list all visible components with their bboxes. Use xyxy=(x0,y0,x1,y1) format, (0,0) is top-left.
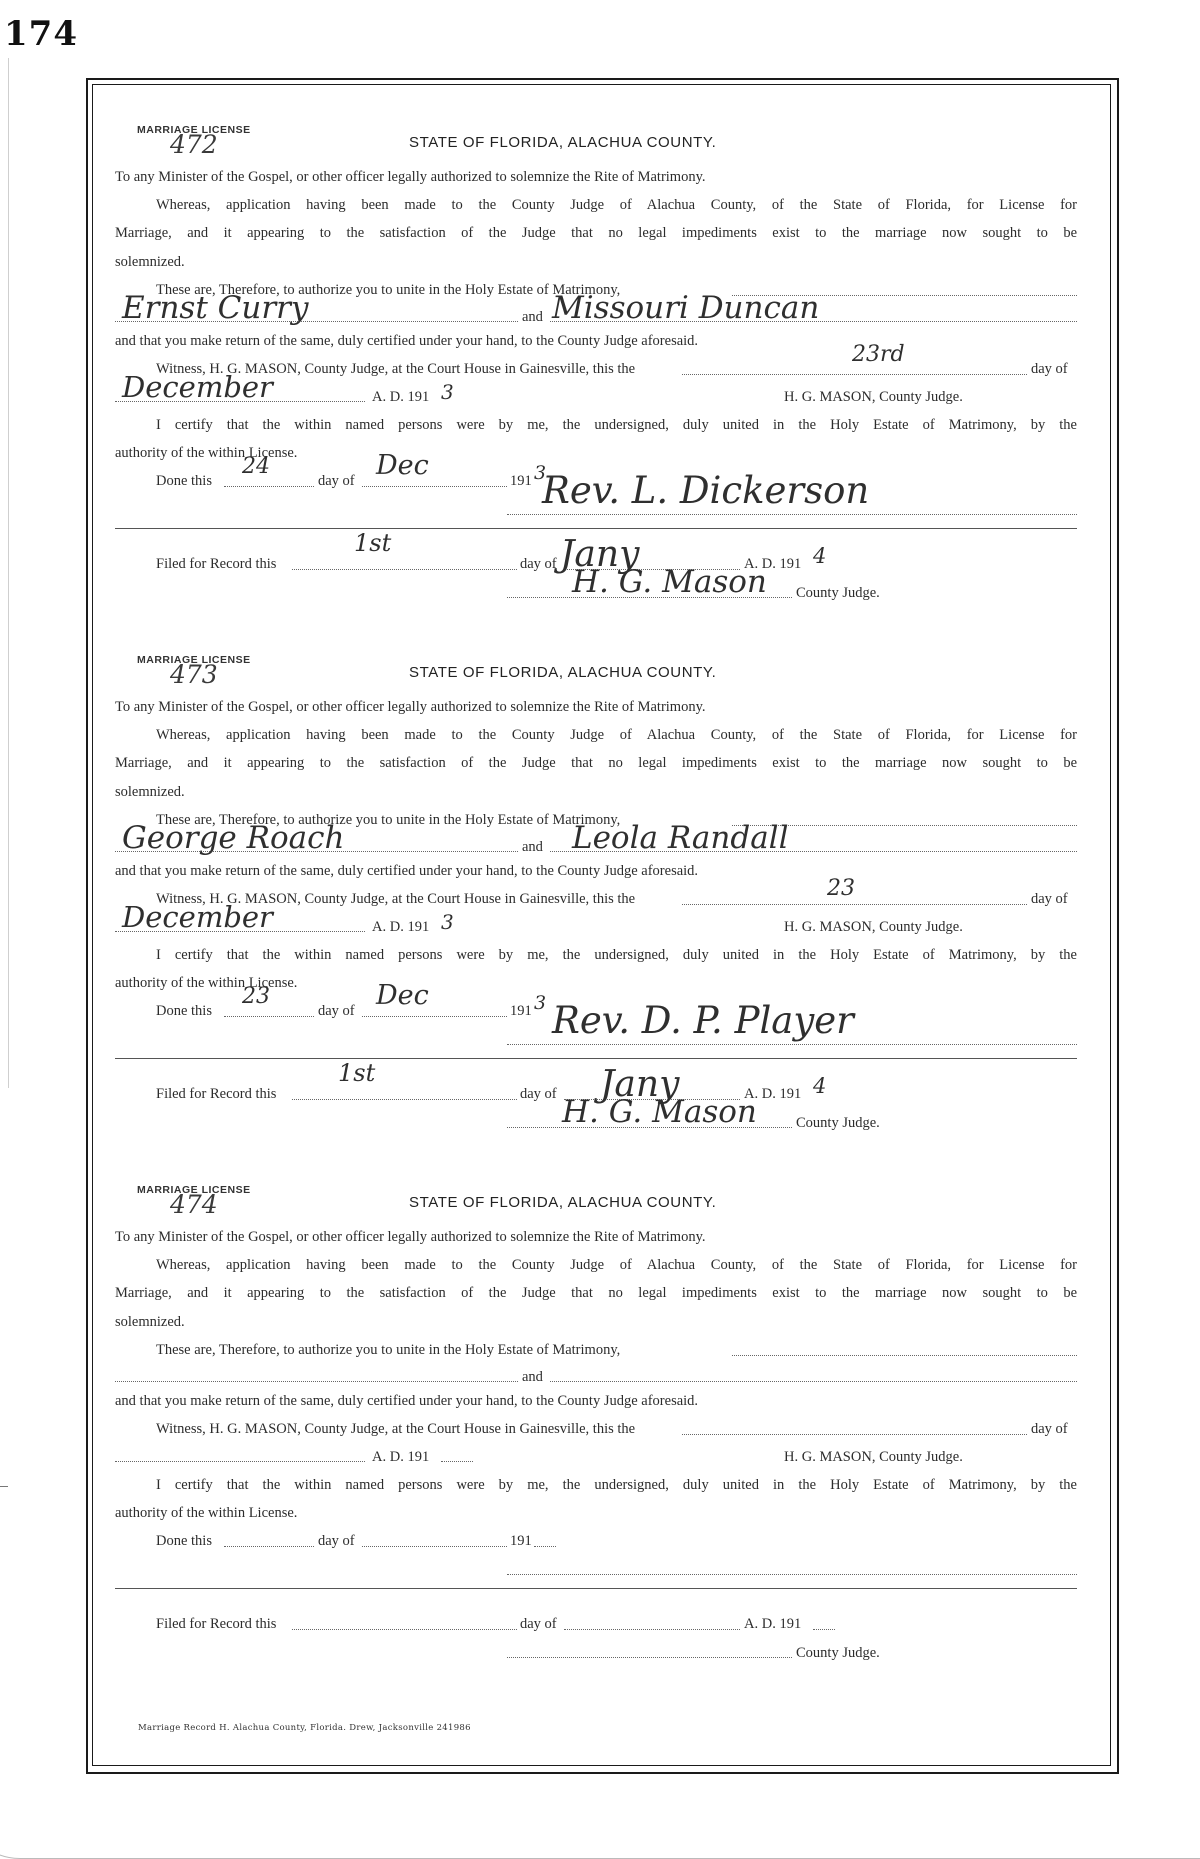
section-rule xyxy=(115,1058,1077,1059)
judge-name-text: H. G. MASON, County Judge. xyxy=(784,1449,963,1465)
witness-day-blank xyxy=(682,374,1027,375)
witness-day-blank xyxy=(682,904,1027,905)
solemnized-text: solemnized. xyxy=(115,784,185,800)
bride-name: Leola Randall xyxy=(572,820,789,856)
license-number: 474 xyxy=(170,1190,218,1219)
ad-text: A. D. 191 xyxy=(372,919,430,935)
done-day-of-text: day of xyxy=(318,1533,355,1549)
to-minister-text: To any Minister of the Gospel, or other officer legally authorized to solemnize the Rite of Matrimony. xyxy=(115,699,706,715)
ad-text: A. D. 191 xyxy=(372,389,430,405)
county-judge-text: County Judge. xyxy=(796,1115,880,1131)
done-month: Dec xyxy=(376,450,429,481)
witness-year-digit: 3 xyxy=(441,380,454,404)
judge-signature: H. G. Mason xyxy=(572,564,767,600)
day-of-text: day of xyxy=(1031,1421,1068,1437)
filed-ad-text: A. D. 191 xyxy=(744,1616,802,1632)
judge-signature-blank xyxy=(507,1657,792,1658)
make-return-text: and that you make return of the same, duly certified under your hand, to the County Judge aforesaid. xyxy=(115,333,699,349)
whereas-text: Whereas, application having been made to the County Judge of Alachua County, of the State of Florida, for License for xyxy=(156,1257,1077,1273)
done-day-blank xyxy=(224,486,314,487)
filed-day-blank xyxy=(292,1099,517,1100)
witness-month: December xyxy=(122,370,273,404)
ad-text: A. D. 191 xyxy=(372,1449,430,1465)
done-year-text: 191 xyxy=(510,1003,532,1019)
license-label: MARRIAGE LICENSE xyxy=(137,654,251,666)
filed-month-blank xyxy=(564,1629,740,1630)
done-day-of-text: day of xyxy=(318,1003,355,1019)
filed-day-of-text: day of xyxy=(520,556,557,572)
make-return-text: and that you make return of the same, duly certified under your hand, to the County Judge aforesaid. xyxy=(115,863,699,879)
done-month-blank xyxy=(362,486,507,487)
witness-year-blank xyxy=(441,1461,473,1462)
page-number: 174 xyxy=(4,14,78,54)
witness-month: December xyxy=(122,900,273,934)
license-heading: STATE OF FLORIDA, ALACHUA COUNTY. xyxy=(409,1194,717,1211)
witness-text: Witness, H. G. MASON, County Judge, at the Court House in Gainesville, this the xyxy=(156,891,636,907)
whereas-text: Whereas, application having been made to the County Judge of Alachua County, of the State of Florida, for License for xyxy=(156,197,1077,213)
and-text: and xyxy=(522,1369,543,1385)
license-heading: STATE OF FLORIDA, ALACHUA COUNTY. xyxy=(409,134,717,151)
solemnized-text: solemnized. xyxy=(115,1314,185,1330)
filed-day: 1st xyxy=(354,529,392,557)
whereas-text: Whereas, application having been made to the County Judge of Alachua County, of the State of Florida, for License for xyxy=(156,727,1077,743)
done-year-text: 191 xyxy=(510,473,532,489)
marriage-impediments-text: Marriage, and it appearing to the satisfaction of the Judge that no legal impediments exist to the marriage now sought to be xyxy=(115,755,1077,771)
certify-text: I certify that the within named persons were by me, the undersigned, duly united in the Holy Estate of Matrimony, by the xyxy=(156,947,1077,963)
done-month: Dec xyxy=(376,980,429,1011)
binding-edge-rule xyxy=(8,58,9,1088)
and-text: and xyxy=(522,309,543,325)
witness-day: 23 xyxy=(827,876,855,901)
printer-imprint: Marriage Record H. Alachua County, Florida. Drew, Jacksonville 241986 xyxy=(138,1723,471,1733)
section-rule xyxy=(115,528,1077,529)
bride-blank-line xyxy=(550,1381,1077,1382)
filed-for-record-text: Filed for Record this xyxy=(156,1086,277,1102)
filed-for-record-text: Filed for Record this xyxy=(156,1616,277,1632)
filed-ad-text: A. D. 191 xyxy=(744,556,802,572)
groom-blank-line xyxy=(115,1381,518,1382)
filed-for-record-text: Filed for Record this xyxy=(156,556,277,572)
witness-text: Witness, H. G. MASON, County Judge, at the Court House in Gainesville, this the xyxy=(156,1421,636,1437)
done-year-digit: 3 xyxy=(534,462,547,484)
filed-day-of-text: day of xyxy=(520,1086,557,1102)
officiant-blank xyxy=(507,1044,1077,1045)
bride-name: Missouri Duncan xyxy=(552,290,820,326)
witness-year-digit: 3 xyxy=(441,910,454,934)
done-year-text: 191 xyxy=(510,1533,532,1549)
judge-name-text: H. G. MASON, County Judge. xyxy=(784,389,963,405)
authority-text: authority of the within License. xyxy=(115,445,298,461)
license-number: 473 xyxy=(170,660,218,689)
marriage-impediments-text: Marriage, and it appearing to the satisfaction of the Judge that no legal impediments exist to the marriage now sought to be xyxy=(115,1285,1077,1301)
certify-text: I certify that the within named persons were by me, the undersigned, duly united in the Holy Estate of Matrimony, by the xyxy=(156,1477,1077,1493)
done-day-blank xyxy=(224,1016,314,1017)
done-day-of-text: day of xyxy=(318,473,355,489)
done-month-blank xyxy=(362,1016,507,1017)
judge-name-text: H. G. MASON, County Judge. xyxy=(784,919,963,935)
license-472 xyxy=(92,124,1109,664)
groom-name: George Roach xyxy=(122,820,345,856)
certify-text: I certify that the within named persons were by me, the undersigned, duly united in the Holy Estate of Matrimony, by the xyxy=(156,417,1077,433)
filed-month: Jany xyxy=(600,1064,680,1105)
make-return-text: and that you make return of the same, duly certified under your hand, to the County Judge aforesaid. xyxy=(115,1393,699,1409)
done-month-blank xyxy=(362,1546,507,1547)
judge-signature: H. G. Mason xyxy=(562,1094,757,1130)
officiant-blank xyxy=(507,514,1077,515)
witness-day: 23rd xyxy=(852,342,905,367)
day-of-text: day of xyxy=(1031,891,1068,907)
margin-tick-mark xyxy=(0,1486,8,1487)
officiant-blank xyxy=(507,1574,1077,1575)
authority-text: authority of the within License. xyxy=(115,975,298,991)
done-day: 23 xyxy=(242,984,270,1009)
license-number: 472 xyxy=(170,130,218,159)
done-this-text: Done this xyxy=(156,473,212,489)
witness-day-blank xyxy=(682,1434,1027,1435)
license-heading: STATE OF FLORIDA, ALACHUA COUNTY. xyxy=(409,664,717,681)
to-minister-text: To any Minister of the Gospel, or other officer legally authorized to solemnize the Rite of Matrimony. xyxy=(115,169,706,185)
day-of-text: day of xyxy=(1031,361,1068,377)
filed-year-digit: 4 xyxy=(813,1074,827,1098)
filed-day-of-text: day of xyxy=(520,1616,557,1632)
witness-text: Witness, H. G. MASON, County Judge, at the Court House in Gainesville, this the xyxy=(156,361,636,377)
county-judge-text: County Judge. xyxy=(796,1645,880,1661)
done-this-text: Done this xyxy=(156,1003,212,1019)
license-474 xyxy=(92,1184,1109,1724)
authority-text: authority of the within License. xyxy=(115,1505,298,1521)
blank-line xyxy=(732,1355,1077,1356)
solemnized-text: solemnized. xyxy=(115,254,185,270)
filed-ad-text: A. D. 191 xyxy=(744,1086,802,1102)
officiant-signature: Rev. L. Dickerson xyxy=(542,469,870,512)
filed-day: 1st xyxy=(338,1059,376,1087)
license-label: MARRIAGE LICENSE xyxy=(137,1184,251,1196)
done-day-blank xyxy=(224,1546,314,1547)
to-minister-text: To any Minister of the Gospel, or other officer legally authorized to solemnize the Rite of Matrimony. xyxy=(115,1229,706,1245)
done-year-blank xyxy=(534,1546,556,1547)
section-rule xyxy=(115,1588,1077,1589)
these-are-text: These are, Therefore, to authorize you to unite in the Holy Estate of Matrimony, xyxy=(156,1342,621,1358)
filed-day-blank xyxy=(292,569,517,570)
witness-month-blank xyxy=(115,1461,365,1462)
these-are-text: These are, Therefore, to authorize you to unite in the Holy Estate of Matrimony, xyxy=(156,282,621,298)
filed-year-blank xyxy=(813,1629,835,1630)
groom-name: Ernst Curry xyxy=(122,290,309,326)
filed-day-blank xyxy=(292,1629,517,1630)
these-are-text: These are, Therefore, to authorize you to unite in the Holy Estate of Matrimony, xyxy=(156,812,621,828)
officiant-signature: Rev. D. P. Player xyxy=(552,999,854,1042)
done-this-text: Done this xyxy=(156,1533,212,1549)
and-text: and xyxy=(522,839,543,855)
license-473 xyxy=(92,654,1109,1194)
county-judge-text: County Judge. xyxy=(796,585,880,601)
done-day: 24 xyxy=(242,454,270,479)
done-year-digit: 3 xyxy=(534,992,547,1014)
license-label: MARRIAGE LICENSE xyxy=(137,124,251,136)
marriage-impediments-text: Marriage, and it appearing to the satisfaction of the Judge that no legal impediments exist to the marriage now sought to be xyxy=(115,225,1077,241)
filed-year-digit: 4 xyxy=(813,544,827,568)
filed-month: Jany xyxy=(560,534,640,575)
